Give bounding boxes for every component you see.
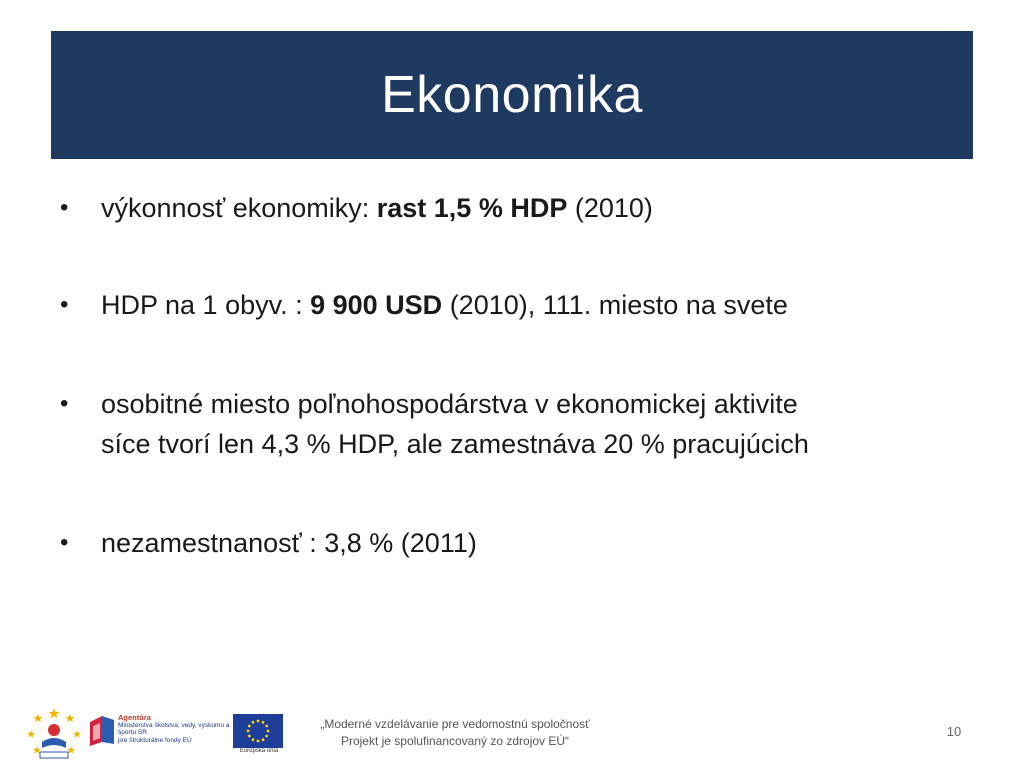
slide-title: Ekonomika	[381, 66, 643, 124]
title-bar	[51, 31, 973, 159]
agency-book-icon	[88, 712, 116, 746]
page-number: 10	[946, 724, 962, 739]
footer-motto: „Moderné vzdelávanie pre vedomostnú spoločnosť Projekt je spolufinancovaný zo zdrojov EÚ“	[320, 717, 590, 748]
eu-flag-icon	[233, 714, 283, 748]
bullet-item: • HDP na 1 obyv. : 9 900 USD (2010), 111. miesto na svete	[58, 285, 958, 325]
bullet-item: • výkonnosť ekonomiky: rast 1,5 % HDP (2010)	[58, 188, 958, 228]
bullet-glyph: •	[60, 529, 69, 556]
bullet-glyph: •	[60, 291, 69, 318]
bullet-glyph: •	[60, 194, 69, 221]
agency-logo: Agentúra Ministerstva školstva, vedy, výskumu a športu SR pre štrukturálne fondy EÚ	[88, 712, 228, 748]
bullet-glyph: •	[60, 390, 69, 417]
eu-label: Európska únia	[239, 748, 279, 754]
bullet-item: • nezamestnanosť : 3,8 % (2011)	[58, 523, 958, 563]
operational-program-logo	[26, 706, 82, 762]
slide-footer	[0, 700, 1024, 768]
bullet-item: • osobitné miesto poľnohospodárstva v ekonomickej aktivite síce tvorí len 4,3 % HDP, ale zamestnáva 20 % pracujúcich	[58, 384, 958, 464]
